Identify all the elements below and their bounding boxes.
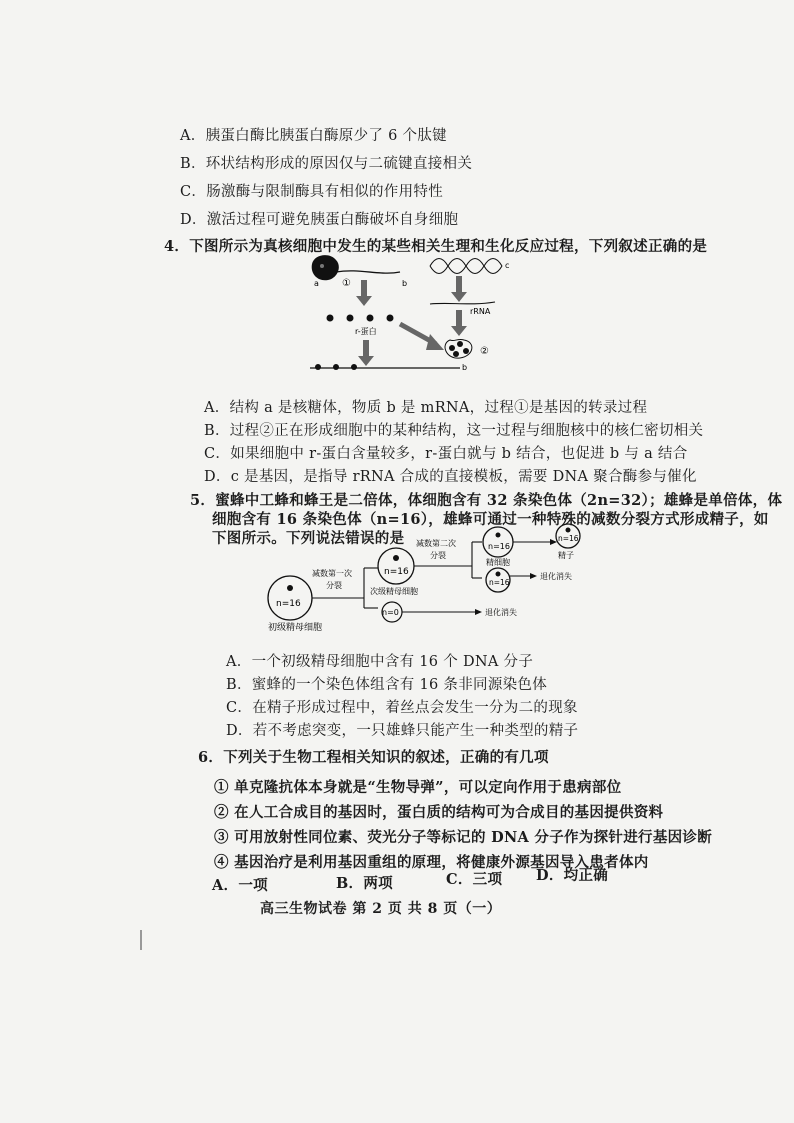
- label-meiosis1b: 分裂: [326, 581, 342, 590]
- bound-dot: [315, 364, 321, 370]
- label-process-1: ①: [342, 278, 351, 289]
- q3-option-b: B．环状结构形成的原因仅与二硫键直接相关: [180, 156, 473, 172]
- q4-stem: 4．下图所示为真核细胞中发生的某些相关生理和生化反应过程，下列叙述正确的是: [164, 238, 708, 255]
- cell-secondary: [378, 548, 414, 584]
- cell-secondary-label: n=16: [384, 567, 409, 577]
- label-a: a: [314, 279, 319, 288]
- mrna-line-b: [336, 271, 400, 273]
- q4-option-a: A．结构 a 是核糖体，物质 b 是 mRNA，过程①是基因的转录过程: [204, 400, 648, 416]
- cell-other-label: n=16: [489, 578, 510, 587]
- cell-primary: [268, 576, 312, 620]
- bound-dot: [333, 364, 339, 370]
- r-protein-dot: [347, 315, 354, 322]
- q5-option-a: A．一个初级精母细胞中含有 16 个 DNA 分子: [226, 654, 534, 670]
- label-primary: 初级精母细胞: [268, 623, 323, 633]
- ribosome-assembly: [445, 339, 472, 358]
- q6-item-1: ① 单克隆抗体本身就是“生物导弹”，可以定向作用于患病部位: [214, 779, 622, 796]
- q6-choice-b: B．两项: [336, 875, 393, 892]
- rrna-line: [430, 302, 495, 304]
- q3-option-c: C．肠激酶与限制酶具有相似的作用特性: [180, 184, 443, 200]
- cell-primary-label: n=16: [276, 599, 301, 609]
- q5-stem-line1: 5．蜜蜂中工蜂和蜂王是二倍体，体细胞含有 32 条染色体（2n=32）；雄蜂是单倍体，体: [190, 492, 783, 509]
- label-secondary: 次级精母细胞: [370, 587, 418, 596]
- label-meiosis2: 减数第二次: [416, 539, 456, 548]
- r-protein-dot: [327, 315, 334, 322]
- r-protein-dot: [367, 315, 374, 322]
- q6-choice-d: D．均正确: [536, 867, 609, 884]
- q5-option-b: B．蜜蜂的一个染色体组含有 16 条非同源染色体: [226, 677, 548, 693]
- label-rrna: rRNA: [470, 307, 491, 316]
- cell-spermatid-label: n=16: [488, 542, 510, 551]
- q5-stem-line3: 下图所示。下列说法错误的是: [212, 530, 405, 547]
- arrow-down-3: [451, 276, 467, 302]
- q4-option-c: C．如果细胞中 r-蛋白含量较多，r-蛋白就与 b 结合，也促进 b 与 a 结合: [204, 446, 688, 462]
- label-b2: b: [462, 363, 468, 372]
- q4-option-d: D．c 是基因，是指导 rRNA 合成的直接模板，需要 DNA 聚合酶参与催化: [204, 469, 697, 485]
- q3-option-a: A．胰蛋白酶比胰蛋白酶原少了 6 个肽键: [180, 128, 447, 144]
- q5-option-d: D．若不考虑突变，一只雄蜂只能产生一种类型的精子: [226, 723, 579, 739]
- arrow-down-4: [451, 310, 467, 336]
- label-degen2: 退化消失: [540, 572, 572, 581]
- q6-choice-a: A．一项: [212, 877, 268, 894]
- cell-sperm-label: n=16: [558, 534, 579, 543]
- cell-zero-label: n=0: [382, 608, 399, 617]
- q3-option-d: D．激活过程可避免胰蛋白酶破坏自身细胞: [180, 212, 459, 228]
- r-protein-dot: [387, 315, 394, 322]
- label-meiosis2b: 分裂: [430, 551, 446, 560]
- label-c: c: [505, 261, 510, 270]
- arrow-diagonal: [400, 324, 444, 350]
- label-spermatid: 精细胞: [486, 558, 510, 567]
- q4-option-b: B．过程②正在形成细胞中的某种结构，这一过程与细胞核中的核仁密切相关: [204, 423, 704, 439]
- q6-item-2: ② 在人工合成目的基因时，蛋白质的结构可为合成目的基因提供资料: [214, 804, 664, 821]
- q5-stem-line2: 细胞含有 16 条染色体（n=16），雄蜂可通过一种特殊的减数分裂方式形成精子，如: [212, 511, 769, 528]
- label-b1: b: [402, 279, 408, 288]
- q4-diagram: [300, 252, 530, 382]
- q6-stem: 6．下列关于生物工程相关知识的叙述，正确的有几项: [198, 749, 549, 766]
- label-sperm: 精子: [558, 551, 574, 560]
- page-footer: 高三生物试卷 第 2 页 共 8 页（一）: [260, 901, 502, 917]
- label-meiosis1: 减数第一次: [312, 569, 352, 578]
- structure-a-blob: [312, 255, 339, 280]
- dna-helix-strand: [430, 259, 502, 274]
- q6-item-4: ④ 基因治疗是利用基因重组的原理，将健康外源基因导入患者体内: [214, 854, 649, 871]
- label-r-protein: r-蛋白: [355, 327, 377, 336]
- arrow-down-1: [356, 280, 372, 306]
- bound-dot: [351, 364, 357, 370]
- label-degen1: 退化消失: [485, 608, 517, 617]
- scan-edge-mark: [140, 930, 142, 950]
- q5-option-c: C．在精子形成过程中，着丝点会发生一分为二的现象: [226, 700, 578, 716]
- q6-item-3: ③ 可用放射性同位素、荧光分子等标记的 DNA 分子作为探针进行基因诊断: [214, 829, 713, 846]
- q6-choice-c: C．三项: [446, 871, 503, 888]
- arrow-down-2: [358, 340, 374, 366]
- label-process-2: ②: [480, 346, 489, 357]
- q5-diagram: [260, 520, 620, 640]
